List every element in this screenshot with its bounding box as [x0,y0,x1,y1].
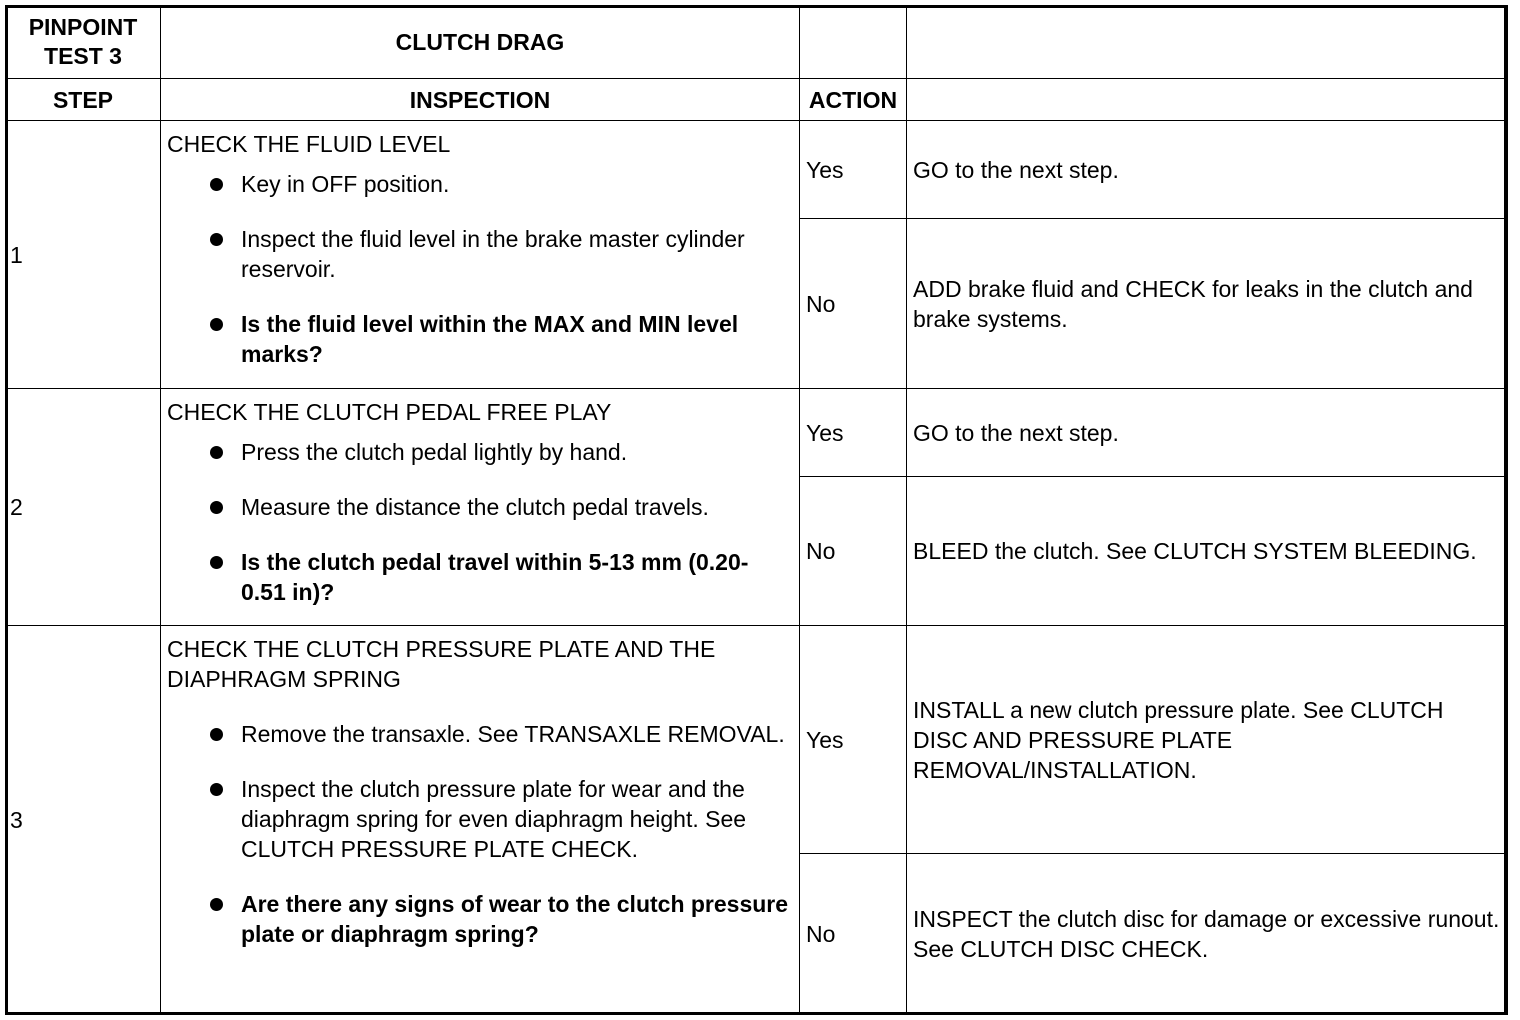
table-row [6,626,1508,854]
bullet-icon [210,728,223,741]
table-row [6,121,1508,219]
list-item: Inspect the clutch pressure plate for wear and the diaphragm spring for even diaphragm height. See CLUTCH PRESSURE PLATE CHECK. [167,774,793,864]
inspection-cell [161,626,800,1015]
inspection-list [167,169,793,369]
pinpoint-test-table [5,5,1508,1015]
yes-action-label: Yes [800,121,907,219]
yes-result-text: GO to the next step. [907,121,1508,219]
step-number: 3 [6,626,161,1015]
bullet-icon [210,233,223,246]
bullet-icon [210,898,223,911]
pinpoint-label: PINPOINT TEST 3 [6,6,161,79]
list-item: Key in OFF position. [167,169,793,199]
no-action-label: No [800,219,907,389]
no-result-text: BLEED the clutch. See CLUTCH SYSTEM BLEEDING. [907,477,1508,626]
list-item: Inspect the fluid level in the brake master cylinder reservoir. [167,224,793,284]
inspection-cell [161,389,800,626]
yes-result-text: INSTALL a new clutch pressure plate. See CLUTCH DISC AND PRESSURE PLATE REMOVAL/INSTALLATION. [907,626,1508,854]
inspection-list [167,719,793,949]
inspection-title: CHECK THE FLUID LEVEL [167,131,451,157]
yes-result-text: GO to the next step. [907,389,1508,477]
inspection-cell [161,121,800,389]
table-row [6,389,1508,477]
bullet-icon [210,501,223,514]
inspection-column-header: INSPECTION [161,79,800,121]
bullet-icon [210,783,223,796]
empty-cell [907,6,1508,79]
bullet-icon [210,318,223,331]
action-column-header: ACTION [800,79,907,121]
inspection-list [167,437,793,607]
yes-action-label: Yes [800,626,907,854]
bullet-icon [210,556,223,569]
empty-cell [800,6,907,79]
inspection-title: CHECK THE CLUTCH PEDAL FREE PLAY [167,399,612,425]
no-result-text: ADD brake fluid and CHECK for leaks in the clutch and brake systems. [907,219,1508,389]
step-column-header: STEP [6,79,161,121]
question-item: Is the fluid level within the MAX and MIN level marks? [167,309,793,369]
list-item: Press the clutch pedal lightly by hand. [167,437,793,467]
no-result-text: INSPECT the clutch disc for damage or excessive runout. See CLUTCH DISC CHECK. [907,854,1508,1015]
title-row [6,6,1508,79]
inspection-title: CHECK THE CLUTCH PRESSURE PLATE AND THE DIAPHRAGM SPRING [167,636,716,692]
bullet-icon [210,178,223,191]
question-item: Is the clutch pedal travel within 5-13 mm (0.20-0.51 in)? [167,547,793,607]
step-number: 1 [6,121,161,389]
question-item: Are there any signs of wear to the clutch pressure plate or diaphragm spring? [167,889,793,949]
list-item: Measure the distance the clutch pedal travels. [167,492,793,522]
no-action-label: No [800,854,907,1015]
step-number: 2 [6,389,161,626]
bullet-icon [210,446,223,459]
test-title: CLUTCH DRAG [161,6,800,79]
column-header-row [6,79,1508,121]
empty-cell [907,79,1508,121]
yes-action-label: Yes [800,389,907,477]
list-item: Remove the transaxle. See TRANSAXLE REMOVAL. [167,719,793,749]
no-action-label: No [800,477,907,626]
